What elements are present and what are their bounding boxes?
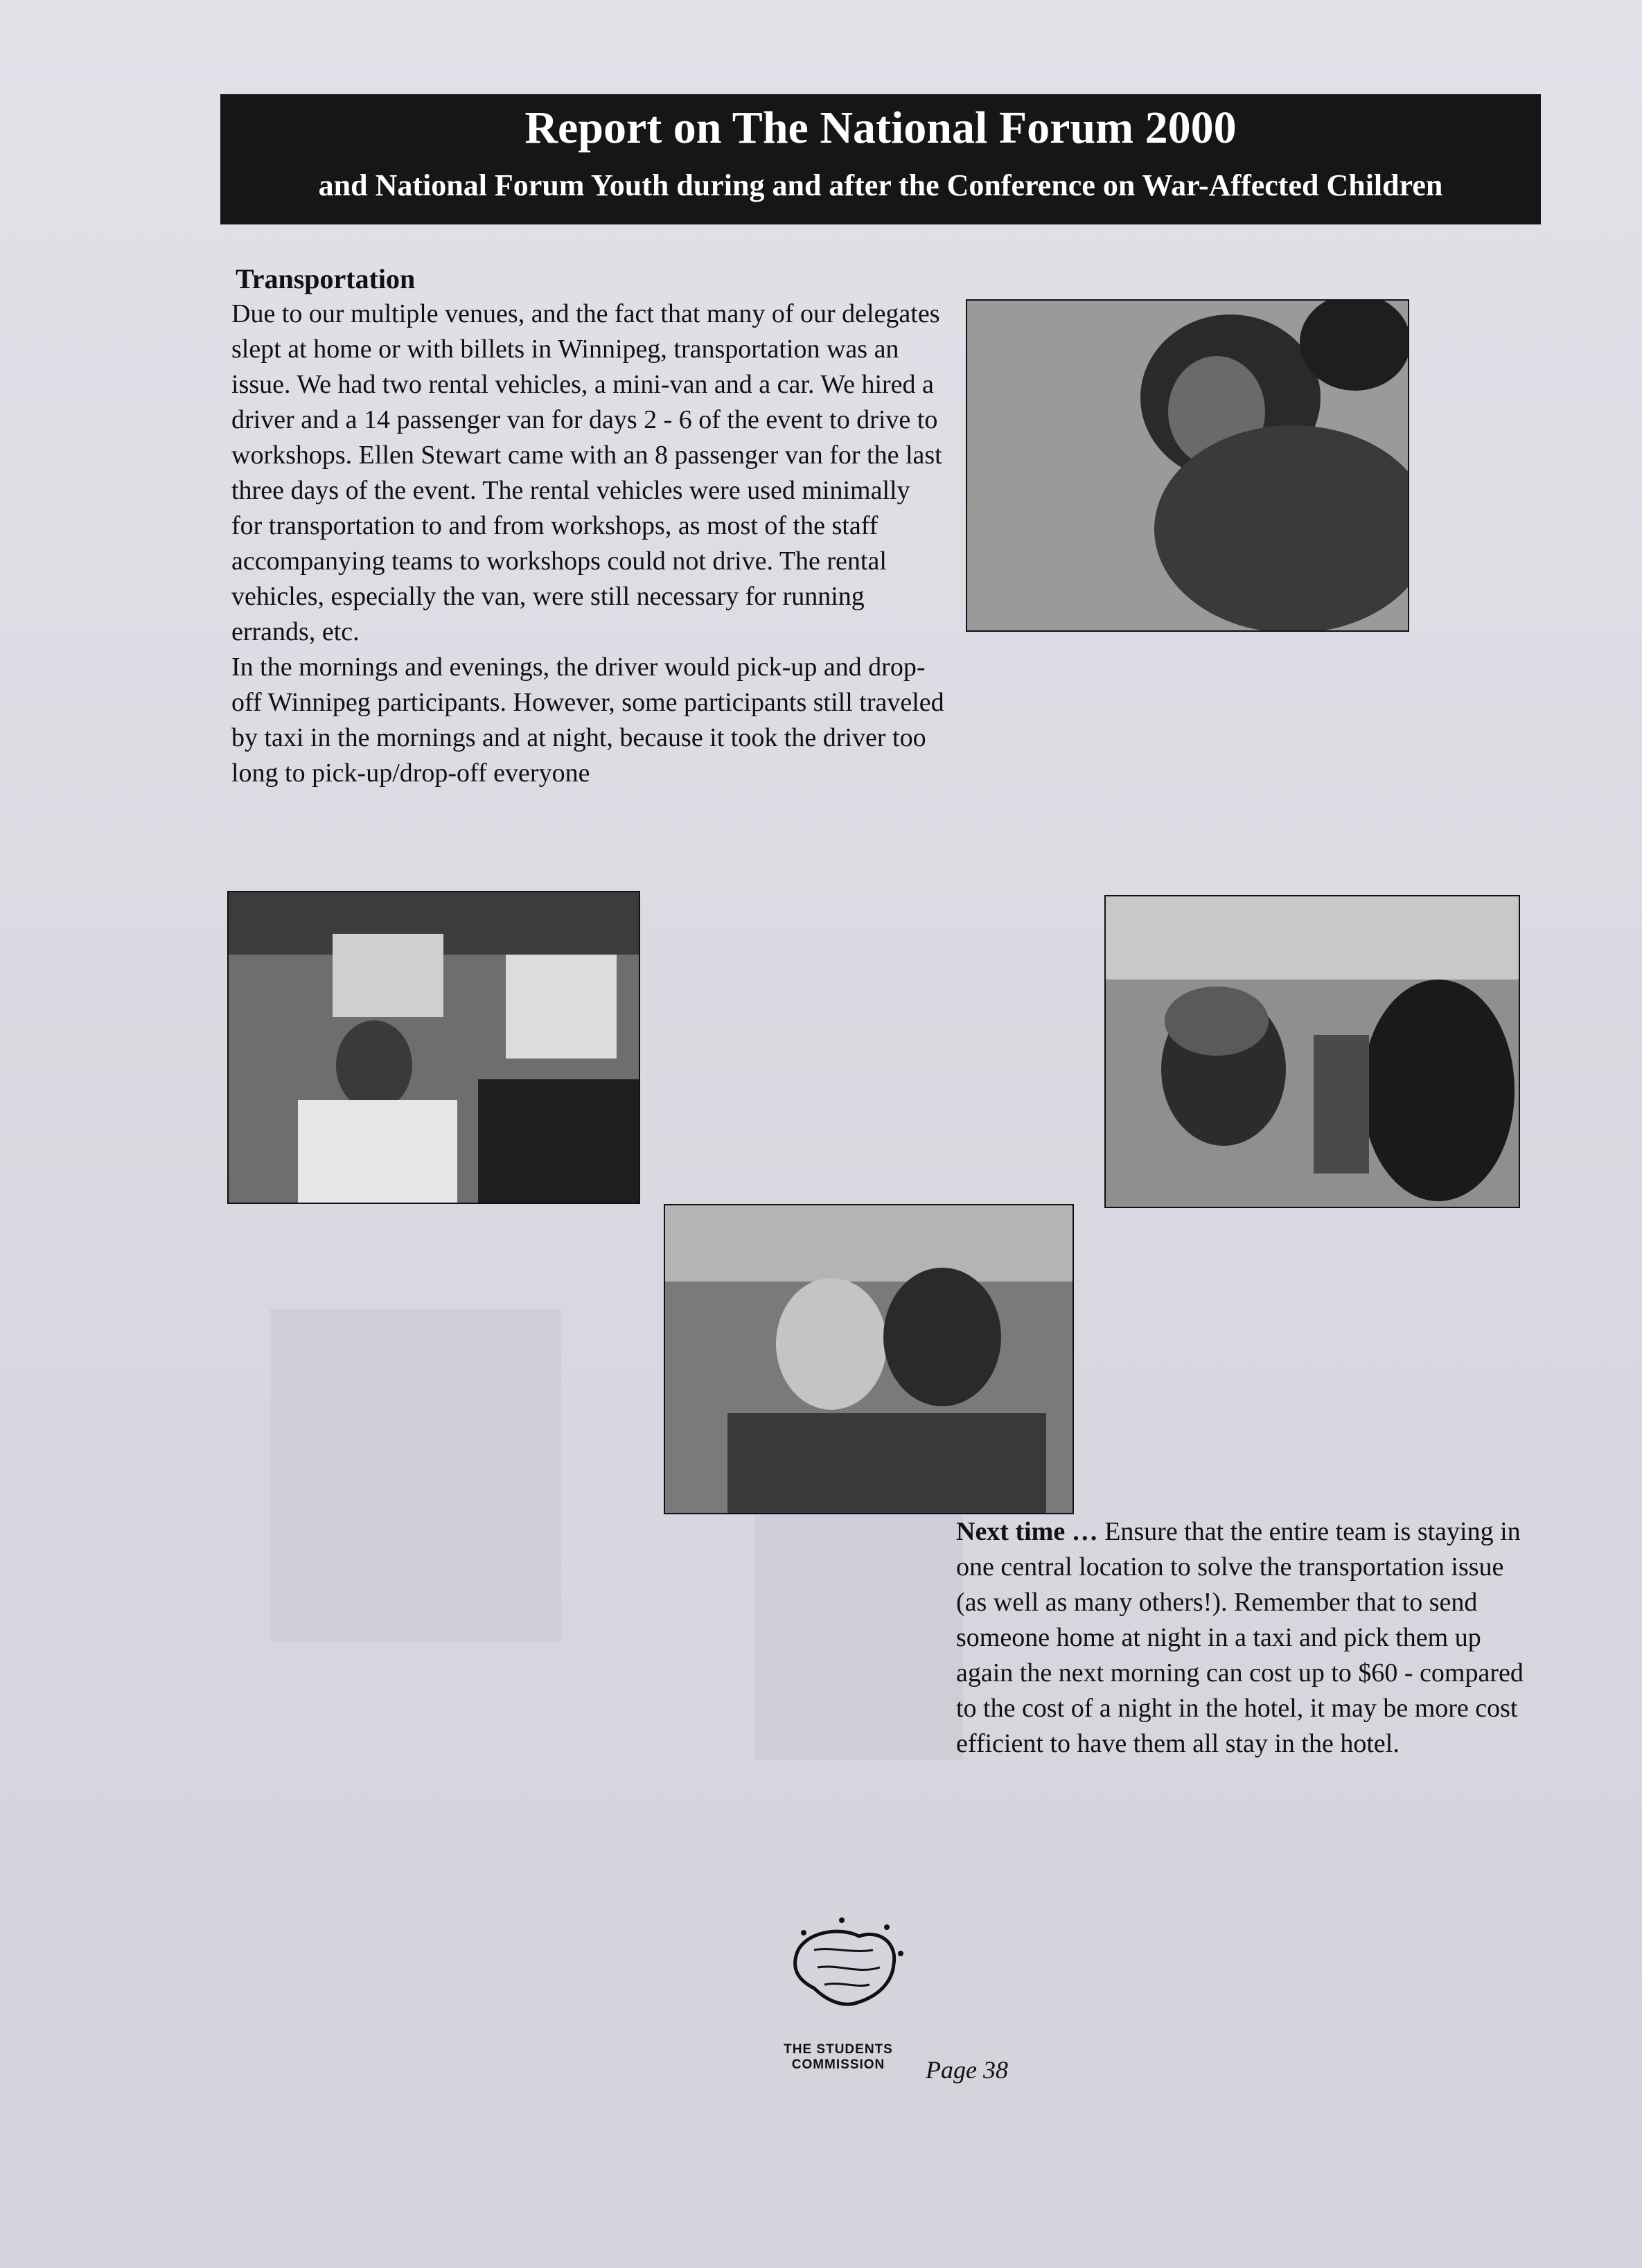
map-emblem-icon	[776, 1912, 915, 2023]
photo-group-outdoors	[1104, 895, 1520, 1208]
paragraph: Due to our multiple venues, and the fact that many of our delegates slept at home or with billets in Winnipeg, transportation was an issue. We had two rental vehicles, a mini-van and a car. We hired a driver and a 14 passenger van for days 2 - 6 of the event to drive to workshops. Ellen Stewart came with an 8 passenger van for the last three days of the event. The rental vehicles were used minimally for transportation to and from workshops, as most of the staff accompanying teams to workshops could not drive. The rental vehicles, especially the van, were still necessary for running errands, etc.	[231, 299, 942, 646]
organization-name-line1: THE STUDENTS	[784, 2042, 893, 2057]
photo-two-people	[664, 1204, 1074, 1514]
paragraph: In the mornings and evenings, the driver would pick-up and drop-off Winnipeg participants. However, some participants still traveled by taxi in the mornings and at night, because it took the driver too long to pick-up/drop-off everyone	[231, 653, 944, 788]
organization-name	[755, 2042, 921, 2073]
organization-name-line2: COMMISSION	[791, 2057, 885, 2072]
section-heading: Transportation	[236, 263, 416, 294]
next-time-label: Next time …	[956, 1517, 1098, 1546]
report-subtitle: and National Forum Youth during and after the Conference on War-Affected Children	[318, 168, 1443, 202]
transportation-body	[231, 296, 945, 791]
next-time-text: Ensure that the entire team is staying in one central location to solve the transportation issue (as well as many others!). Remember that to send someone home at night in a taxi and pick them up again the next morning can cost up to $60 - compared to the cost of a night in the hotel, it may be more cost efficient to have them all stay in the hotel.	[956, 1517, 1524, 1758]
photo-portrait	[966, 299, 1409, 632]
bleed-through-photo	[270, 1309, 561, 1642]
page-number: Page 38	[926, 2056, 1008, 2084]
photo-computer-lab-image	[229, 892, 639, 1203]
photo-two-people-image	[665, 1205, 1072, 1513]
report-header	[220, 94, 1541, 224]
next-time-note	[956, 1514, 1538, 1762]
photo-group-outdoors-image	[1106, 896, 1519, 1207]
photo-computer-lab	[227, 891, 640, 1204]
report-title: Report on The National Forum 2000	[524, 103, 1237, 153]
organization-logo	[776, 1912, 915, 2023]
photo-portrait-image	[967, 301, 1408, 630]
